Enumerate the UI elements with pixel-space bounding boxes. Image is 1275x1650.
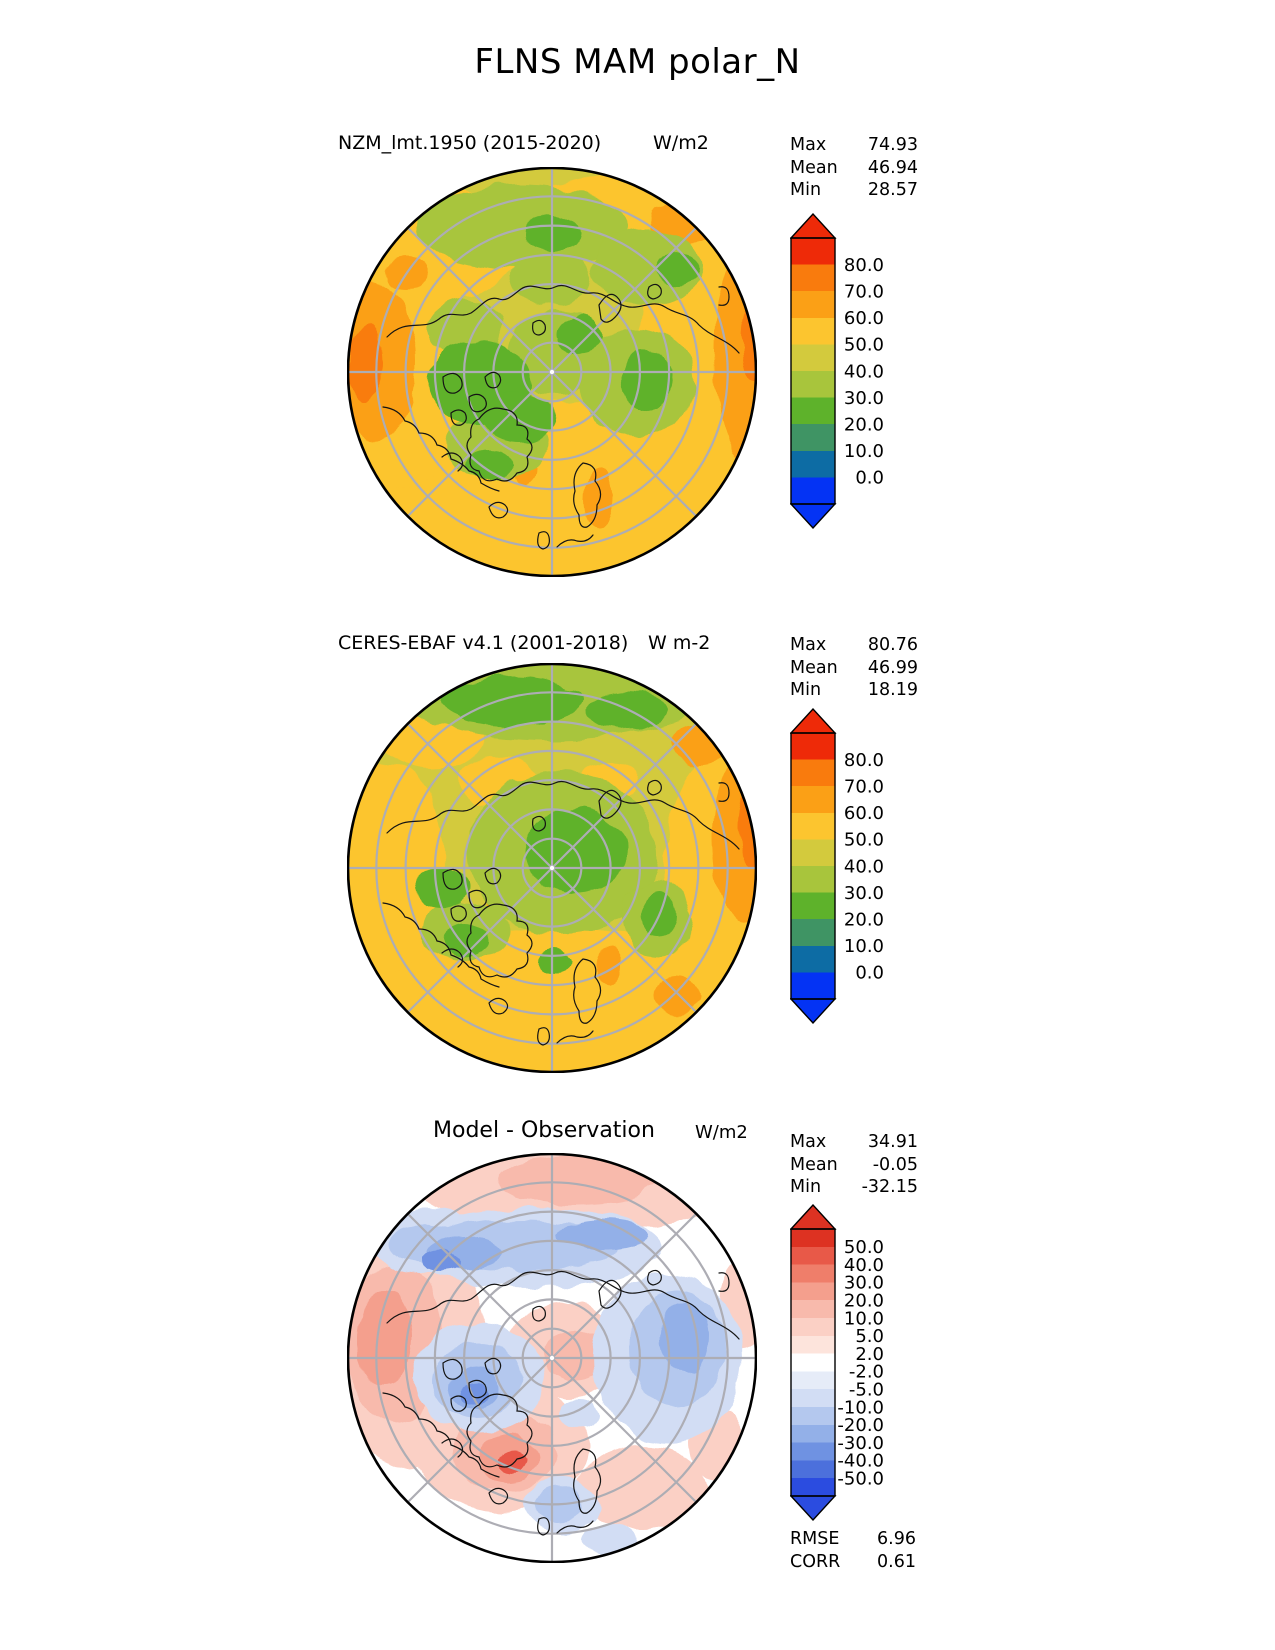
- colorbar-band: [791, 1371, 835, 1389]
- pole-dot: [550, 1356, 554, 1360]
- colorbar-tick-label: 70.0: [843, 776, 884, 798]
- colorbar-band: [791, 1229, 835, 1247]
- colorbar-band: [791, 946, 835, 973]
- colorbar-tick-label: 40.0: [843, 361, 884, 383]
- colorbar-band: [791, 1443, 835, 1461]
- colorbar-tick-label: -10.0: [837, 1397, 884, 1419]
- stat-value: 46.99: [867, 657, 918, 678]
- stat-label: Max: [790, 1132, 827, 1152]
- colorbar: [790, 1204, 890, 1521]
- panel3-stats: [790, 1131, 918, 1199]
- panel2-units: W m-2: [648, 632, 711, 654]
- metric-row: [790, 1528, 916, 1551]
- colorbar-band: [791, 893, 835, 920]
- colorbar-band: [791, 1247, 835, 1265]
- stat-row: [790, 1176, 918, 1199]
- colorbar-tick-label: -40.0: [837, 1450, 884, 1472]
- colorbar-band: [791, 477, 835, 504]
- colorbar: [790, 708, 890, 1024]
- colorbar-tick-label: 40.0: [843, 856, 884, 878]
- colorbar-tick-label: -50.0: [837, 1468, 884, 1490]
- colorbar: [790, 213, 890, 529]
- colorbar-band: [791, 972, 835, 999]
- colorbar-tick-label: 10.0: [843, 1308, 884, 1330]
- colorbar-cap-bottom: [791, 999, 835, 1023]
- colorbar-tick-label: 0.0: [855, 467, 884, 489]
- pole-dot: [550, 370, 554, 374]
- colorbar-band: [791, 318, 835, 345]
- stat-row: [790, 1154, 918, 1177]
- colorbar-band: [791, 1318, 835, 1336]
- metric-label: RMSE: [790, 1529, 840, 1549]
- colorbar-tick-label: 20.0: [843, 414, 884, 436]
- panel2-label: CERES-EBAF v4.1 (2001-2018): [338, 632, 629, 654]
- colorbar-band: [791, 1300, 835, 1318]
- colorbar-band: [791, 398, 835, 425]
- colorbar-tick-label: -5.0: [848, 1379, 884, 1401]
- panel3-units: W/m2: [695, 1122, 748, 1143]
- colorbar-tick-label: 10.0: [843, 441, 884, 463]
- colorbar-cap-top: [791, 1205, 835, 1229]
- panel2-stats: [790, 634, 918, 702]
- colorbar-tick-label: 50.0: [843, 334, 884, 356]
- colorbar-tick-label: 60.0: [843, 308, 884, 330]
- colorbar-tick-label: 30.0: [843, 882, 884, 904]
- colorbar-tick-label: 60.0: [843, 803, 884, 825]
- colorbar-tick-label: 5.0: [855, 1326, 884, 1348]
- colorbar-band: [791, 1282, 835, 1300]
- stat-value: 28.57: [867, 180, 918, 200]
- stat-value: 34.91: [867, 1132, 918, 1152]
- colorbar-tick-label: -2.0: [848, 1361, 884, 1383]
- colorbar-cap-top: [791, 709, 835, 733]
- panel3-metrics: [790, 1528, 916, 1574]
- colorbar-band: [791, 1265, 835, 1283]
- colorbar-band: [791, 786, 835, 813]
- panel3-label: Model - Observation: [433, 1118, 655, 1143]
- stat-row: [790, 134, 918, 157]
- colorbar-tick-label: 40.0: [843, 1254, 884, 1276]
- map-observation: [347, 663, 757, 1073]
- colorbar-band: [791, 291, 835, 318]
- stat-row: [790, 157, 918, 180]
- colorbar-band: [791, 1354, 835, 1372]
- colorbar-tick-label: -20.0: [837, 1415, 884, 1437]
- colorbar-band: [791, 344, 835, 371]
- colorbar-band: [791, 371, 835, 398]
- colorbar-tick-label: 50.0: [843, 1237, 884, 1259]
- stat-value: 18.19: [867, 680, 918, 700]
- colorbar-tick-label: 30.0: [843, 1272, 884, 1294]
- stat-label: Max: [790, 135, 827, 155]
- stat-value: -0.05: [872, 1154, 918, 1175]
- colorbar-tick-label: 0.0: [855, 962, 884, 984]
- stat-label: Mean: [790, 657, 838, 678]
- colorbar-cap-bottom: [791, 1496, 835, 1520]
- stat-value: 80.76: [867, 635, 918, 655]
- colorbar-tick-label: 50.0: [843, 829, 884, 851]
- panel3-colorbar: [790, 1204, 890, 1525]
- stat-label: Min: [790, 1177, 822, 1197]
- metric-value: 0.61: [877, 1552, 916, 1572]
- stat-row: [790, 634, 918, 657]
- colorbar-band: [791, 238, 835, 265]
- panel1-colorbar: [790, 213, 890, 533]
- colorbar-band: [791, 1407, 835, 1425]
- metric-label: CORR: [790, 1552, 841, 1572]
- colorbar-cap-bottom: [791, 504, 835, 528]
- colorbar-tick-label: 10.0: [843, 936, 884, 958]
- colorbar-tick-label: 80.0: [843, 254, 884, 276]
- colorbar-tick-label: 20.0: [843, 909, 884, 931]
- colorbar-tick-label: -30.0: [837, 1432, 884, 1454]
- colorbar-tick-label: 30.0: [843, 387, 884, 409]
- stat-row: [790, 657, 918, 680]
- colorbar-band: [791, 733, 835, 760]
- colorbar-band: [791, 839, 835, 866]
- map-difference: [347, 1153, 757, 1563]
- colorbar-band: [791, 760, 835, 787]
- stat-label: Mean: [790, 157, 838, 178]
- stat-label: Mean: [790, 1154, 838, 1175]
- stat-label: Max: [790, 635, 827, 655]
- colorbar-band: [791, 813, 835, 840]
- colorbar-band: [791, 1389, 835, 1407]
- figure-title: FLNS MAM polar_N: [474, 42, 801, 82]
- colorbar-band: [791, 919, 835, 946]
- stat-row: [790, 1131, 918, 1154]
- colorbar-tick-label: 20.0: [843, 1290, 884, 1312]
- stat-value: 74.93: [867, 135, 918, 155]
- panel2-colorbar: [790, 708, 890, 1028]
- stat-value: -32.15: [861, 1177, 918, 1197]
- colorbar-band: [791, 1460, 835, 1478]
- pole-dot: [550, 866, 554, 870]
- colorbar-band: [791, 265, 835, 292]
- colorbar-tick-label: 70.0: [843, 281, 884, 303]
- stat-row: [790, 679, 918, 702]
- panel1-stats: [790, 134, 918, 202]
- colorbar-tick-label: 2.0: [855, 1343, 884, 1365]
- colorbar-band: [791, 866, 835, 893]
- colorbar-band: [791, 424, 835, 451]
- stat-label: Min: [790, 680, 822, 700]
- metric-row: [790, 1551, 916, 1574]
- colorbar-tick-label: 80.0: [843, 749, 884, 771]
- panel1-label: NZM_lmt.1950 (2015-2020): [338, 132, 602, 154]
- stat-row: [790, 179, 918, 202]
- colorbar-band: [791, 1478, 835, 1496]
- panel1-units: W/m2: [653, 132, 709, 154]
- colorbar-band: [791, 1336, 835, 1354]
- colorbar-band: [791, 1425, 835, 1443]
- metric-value: 6.96: [877, 1529, 916, 1549]
- map-model: [347, 167, 757, 577]
- stat-value: 46.94: [867, 157, 918, 178]
- stat-label: Min: [790, 180, 822, 200]
- colorbar-band: [791, 451, 835, 478]
- colorbar-cap-top: [791, 214, 835, 238]
